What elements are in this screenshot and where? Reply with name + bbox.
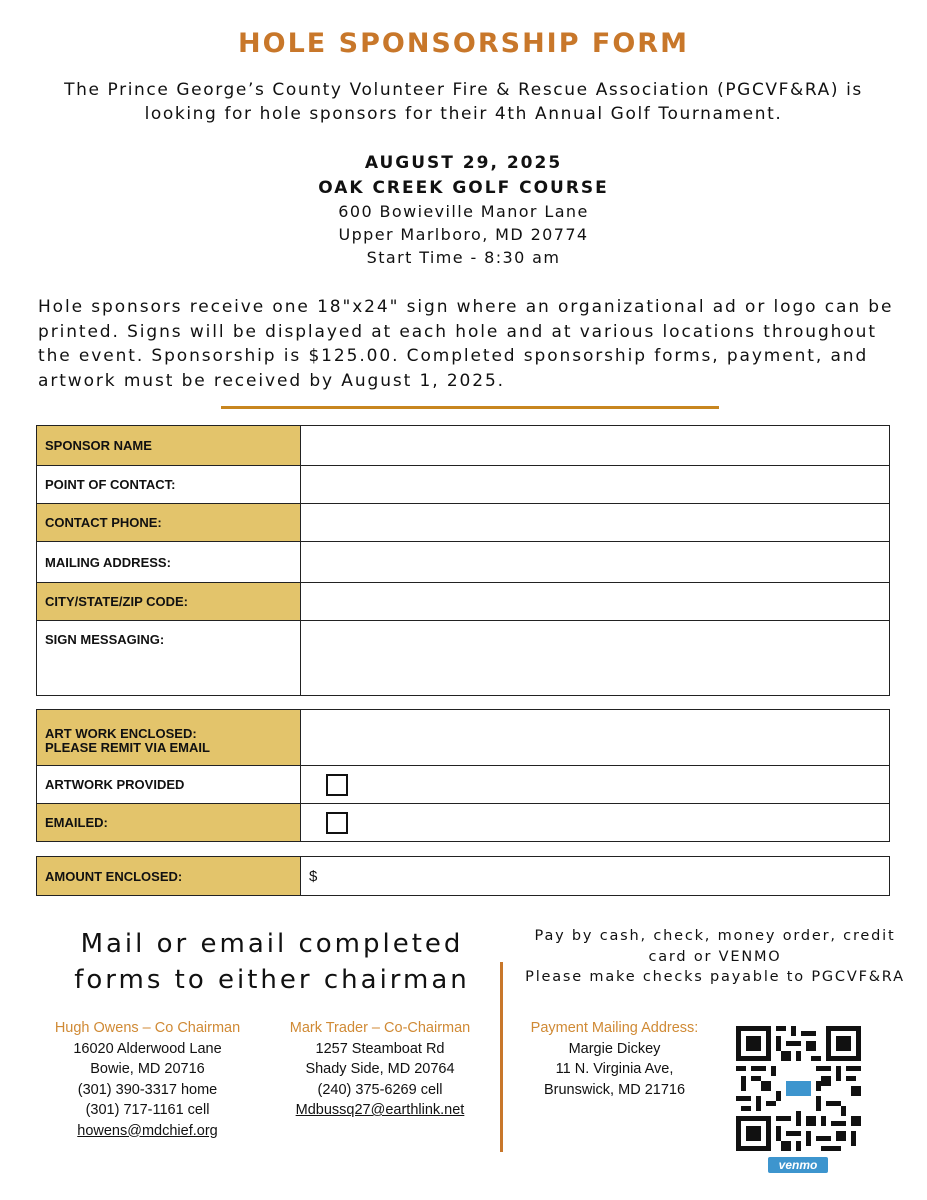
venmo-qr-code-icon[interactable] bbox=[736, 1026, 861, 1151]
chairman-email-link[interactable]: Mdbussq27@earthlink.net bbox=[295, 1102, 465, 1118]
chairman-phone-cell: (301) 717-1161 cell bbox=[85, 1102, 210, 1118]
divider bbox=[221, 406, 719, 409]
sign-messaging-label: SIGN MESSAGING: bbox=[37, 621, 301, 696]
chairman-email-link[interactable]: howens@mdchief.org bbox=[77, 1122, 218, 1139]
chairman-card-mark bbox=[270, 1018, 490, 1121]
amount-table bbox=[36, 856, 890, 896]
contact-phone-label: CONTACT PHONE: bbox=[37, 504, 301, 542]
sponsor-name-field[interactable] bbox=[301, 426, 890, 466]
artwork-table bbox=[36, 709, 890, 842]
amount-enclosed-field[interactable]: $ bbox=[301, 857, 890, 896]
point-of-contact-label: POINT OF CONTACT: bbox=[37, 466, 301, 504]
payment-address-label: Payment Mailing Address: bbox=[530, 1020, 699, 1036]
intro-text: The Prince George’s County Volunteer Fire & Rescue Association (PGCVF&RA) is looking for hole sponsors for their 4th Annual Golf Tournament. bbox=[64, 80, 863, 124]
event-course: OAK CREEK GOLF COURSE bbox=[318, 178, 609, 198]
artwork-provided-label: ARTWORK PROVIDED bbox=[37, 766, 301, 804]
venmo-logo: venmo bbox=[768, 1157, 828, 1173]
payable-to: Please make checks payable to PGCVF&RA bbox=[525, 969, 905, 985]
start-time: Start Time - 8:30 am bbox=[366, 248, 561, 267]
vertical-divider bbox=[500, 962, 503, 1152]
chairman-name: Mark Trader – Co-Chairman bbox=[289, 1020, 471, 1036]
emailed-cell bbox=[301, 804, 890, 842]
chairman-card-hugh bbox=[40, 1018, 255, 1141]
chairman-phone-home: (301) 390-3317 home bbox=[77, 1081, 218, 1098]
artwork-provided-cell bbox=[301, 766, 890, 804]
payment-address-card bbox=[512, 1018, 717, 1100]
payment-city: Brunswick, MD 21716 bbox=[543, 1081, 686, 1098]
sponsorship-description: Hole sponsors receive one 18"x24" sign where an organizational ad or logo can be printed. Signs will be displayed at each hole and at various locations throughout the event. Sponsorship is $125.00. Completed sponsorship forms, payment, and artwork must be received by August 1, 2025. bbox=[38, 297, 894, 391]
city-state-zip-field[interactable] bbox=[301, 583, 890, 621]
chairman-street: 1257 Steamboat Rd bbox=[315, 1040, 445, 1057]
city-state-zip-label: CITY/STATE/ZIP CODE: bbox=[37, 583, 301, 621]
emailed-label: EMAILED: bbox=[37, 804, 301, 842]
sponsor-name-label: SPONSOR NAME bbox=[37, 426, 301, 466]
sponsor-info-table bbox=[36, 425, 890, 696]
artwork-provided-checkbox[interactable] bbox=[326, 774, 348, 796]
contact-phone-field[interactable] bbox=[301, 504, 890, 542]
form-title: HOLE SPONSORSHIP FORM bbox=[238, 28, 689, 59]
payment-street: 11 N. Virginia Ave, bbox=[555, 1061, 674, 1077]
event-address bbox=[0, 200, 927, 269]
mailing-address-label: MAILING ADDRESS: bbox=[37, 542, 301, 583]
emailed-checkbox[interactable] bbox=[326, 812, 348, 834]
mail-instructions-heading: Mail or email completed forms to either chairman bbox=[74, 929, 470, 995]
chairman-phone-cell: (240) 375-6269 cell bbox=[317, 1081, 443, 1098]
payment-recipient: Margie Dickey bbox=[568, 1040, 661, 1057]
artwork-enclosed-field[interactable] bbox=[301, 710, 890, 766]
event-date: AUGUST 29, 2025 bbox=[364, 153, 563, 173]
address-line-2: Upper Marlboro, MD 20774 bbox=[338, 225, 589, 244]
payment-methods: Pay by cash, check, money order, credit card or VENMO bbox=[534, 928, 896, 965]
chairman-city: Bowie, MD 20716 bbox=[90, 1061, 205, 1077]
sign-messaging-field[interactable] bbox=[301, 621, 890, 696]
point-of-contact-field[interactable] bbox=[301, 466, 890, 504]
address-line-1: 600 Bowieville Manor Lane bbox=[338, 202, 589, 221]
chairman-name: Hugh Owens – Co Chairman bbox=[54, 1020, 241, 1036]
mailing-address-field[interactable] bbox=[301, 542, 890, 583]
chairman-street: 16020 Alderwood Lane bbox=[73, 1040, 222, 1057]
chairman-city: Shady Side, MD 20764 bbox=[305, 1061, 455, 1077]
artwork-enclosed-label: ART WORK ENCLOSED: PLEASE REMIT VIA EMAIL bbox=[37, 710, 301, 766]
amount-enclosed-label: AMOUNT ENCLOSED: bbox=[37, 857, 301, 896]
payment-instructions bbox=[520, 926, 910, 988]
